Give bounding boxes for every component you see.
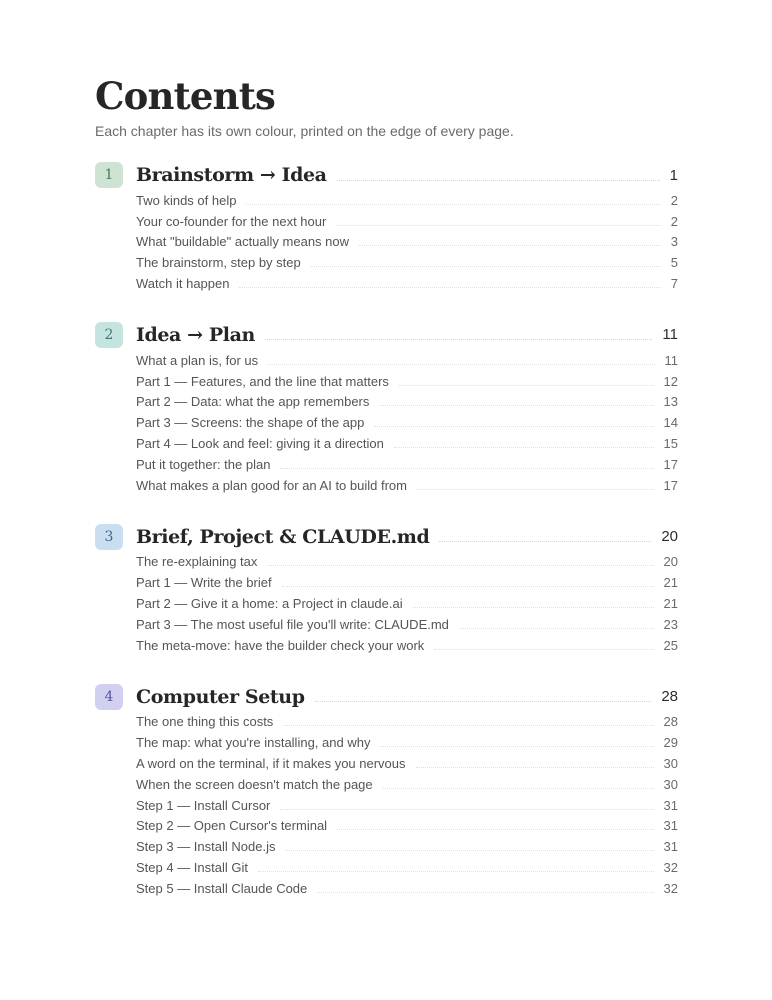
- section-page-number: 3: [670, 234, 678, 250]
- section-entry[interactable]: [136, 454, 678, 475]
- section-entry[interactable]: [136, 857, 678, 878]
- section-entry[interactable]: [136, 552, 678, 573]
- section-list: [136, 552, 678, 656]
- section-title: Part 3 — Screens: the shape of the app: [136, 415, 365, 431]
- dot-leader: [317, 892, 653, 893]
- section-list: [136, 190, 678, 294]
- section-page-number: 32: [663, 880, 678, 896]
- dot-leader: [336, 225, 660, 226]
- chapter-page-number: 20: [661, 528, 678, 546]
- section-entry[interactable]: [136, 878, 678, 899]
- contents-page: [95, 74, 678, 926]
- page-subtitle: Each chapter has its own colour, printed on the edge of every page.: [95, 123, 514, 139]
- dot-leader: [315, 701, 652, 702]
- section-title: What "buildable" actually means now: [136, 234, 350, 250]
- section-title: What a plan is, for us: [136, 352, 259, 368]
- chapter-heading[interactable]: [95, 321, 678, 349]
- dot-leader: [383, 788, 654, 789]
- section-page-number: 25: [663, 637, 678, 653]
- section-title: Step 1 — Install Cursor: [136, 797, 271, 813]
- section-title: Part 1 — Features, and the line that matters: [136, 373, 389, 389]
- chapter-2: [95, 321, 678, 496]
- section-page-number: 7: [670, 276, 678, 292]
- dot-leader: [267, 565, 653, 566]
- chapter-number-badge: 1: [95, 162, 123, 188]
- dot-leader: [265, 339, 652, 340]
- dot-leader: [246, 204, 660, 205]
- section-entry[interactable]: [136, 475, 678, 496]
- chapter-1: [95, 161, 678, 294]
- section-page-number: 31: [663, 797, 678, 813]
- section-title: Your co-founder for the next hour: [136, 213, 327, 229]
- section-page-number: 23: [663, 616, 678, 632]
- section-title: A word on the terminal, if it makes you nervous: [136, 756, 406, 772]
- section-entry[interactable]: [136, 412, 678, 433]
- section-page-number: 2: [670, 192, 678, 208]
- section-page-number: 21: [663, 596, 678, 612]
- section-page-number: 20: [663, 554, 678, 570]
- chapter-heading[interactable]: [95, 523, 678, 551]
- dot-leader: [417, 489, 654, 490]
- chapter-3: [95, 523, 678, 656]
- dot-leader: [282, 586, 654, 587]
- section-page-number: 17: [663, 477, 678, 493]
- section-entry[interactable]: [136, 774, 678, 795]
- chapter-4: [95, 683, 678, 899]
- section-page-number: 31: [663, 818, 678, 834]
- section-page-number: 2: [670, 213, 678, 229]
- section-entry[interactable]: [136, 593, 678, 614]
- section-title: Part 4 — Look and feel: giving it a direction: [136, 436, 384, 452]
- dot-leader: [413, 607, 654, 608]
- section-title: The one thing this costs: [136, 714, 274, 730]
- section-page-number: 12: [663, 373, 678, 389]
- section-page-number: 14: [663, 415, 678, 431]
- chapter-page-number: 11: [662, 326, 678, 344]
- dot-leader: [379, 405, 653, 406]
- chapter-heading[interactable]: [95, 683, 678, 711]
- dot-leader: [434, 649, 653, 650]
- section-entry[interactable]: [136, 572, 678, 593]
- section-title: Part 2 — Data: what the app remembers: [136, 394, 370, 410]
- dot-leader: [439, 541, 651, 542]
- dot-leader: [239, 287, 660, 288]
- section-page-number: 32: [663, 860, 678, 876]
- section-page-number: 30: [663, 776, 678, 792]
- section-page-number: 28: [663, 714, 678, 730]
- dot-leader: [374, 426, 653, 427]
- section-page-number: 21: [663, 575, 678, 591]
- section-title: The re-explaining tax: [136, 554, 258, 570]
- section-entry[interactable]: [136, 371, 678, 392]
- dot-leader: [283, 725, 653, 726]
- section-title: The map: what you're installing, and why: [136, 735, 371, 751]
- section-entry[interactable]: [136, 816, 678, 837]
- dot-leader: [394, 447, 654, 448]
- dot-leader: [359, 245, 661, 246]
- section-title: When the screen doesn't match the page: [136, 776, 373, 792]
- section-page-number: 15: [663, 436, 678, 452]
- section-title: Put it together: the plan: [136, 456, 271, 472]
- section-title: Part 3 — The most useful file you'll write: CLAUDE.md: [136, 616, 449, 632]
- section-page-number: 17: [663, 456, 678, 472]
- section-title: The brainstorm, step by step: [136, 255, 301, 271]
- section-title: Step 4 — Install Git: [136, 860, 248, 876]
- section-title: Watch it happen: [136, 276, 230, 292]
- section-entry[interactable]: [136, 273, 678, 294]
- section-entry[interactable]: [136, 732, 678, 753]
- section-entry[interactable]: [136, 190, 678, 211]
- chapter-number-badge: 2: [95, 322, 123, 348]
- section-title: Step 2 — Open Cursor's terminal: [136, 818, 328, 834]
- chapter-title: Idea → Plan: [136, 323, 255, 346]
- section-entry[interactable]: [136, 392, 678, 413]
- section-entry[interactable]: [136, 635, 678, 656]
- chapter-number-badge: 4: [95, 684, 123, 710]
- section-title: Part 2 — Give it a home: a Project in claude.ai: [136, 596, 403, 612]
- dot-leader: [416, 767, 654, 768]
- section-entry[interactable]: [136, 753, 678, 774]
- dot-leader: [380, 746, 653, 747]
- section-page-number: 13: [663, 394, 678, 410]
- section-entry[interactable]: [136, 433, 678, 454]
- page-title: Contents: [95, 74, 276, 118]
- chapter-page-number: 28: [661, 688, 678, 706]
- section-page-number: 30: [663, 756, 678, 772]
- dot-leader: [258, 871, 654, 872]
- section-title: The meta-move: have the builder check your work: [136, 637, 425, 653]
- dot-leader: [399, 385, 654, 386]
- section-title: Two kinds of help: [136, 192, 237, 208]
- section-title: Step 5 — Install Claude Code: [136, 880, 308, 896]
- dot-leader: [285, 850, 653, 851]
- chapter-title: Computer Setup: [136, 685, 305, 708]
- chapter-heading[interactable]: [95, 161, 678, 189]
- section-entry[interactable]: [136, 836, 678, 857]
- section-page-number: 5: [670, 255, 678, 271]
- dot-leader: [280, 468, 653, 469]
- section-entry[interactable]: [136, 252, 678, 273]
- dot-leader: [268, 364, 654, 365]
- chapter-number-badge: 3: [95, 524, 123, 550]
- section-list: [136, 350, 678, 496]
- dot-leader: [280, 809, 653, 810]
- section-entry[interactable]: [136, 614, 678, 635]
- section-entry[interactable]: [136, 795, 678, 816]
- section-list: [136, 712, 678, 899]
- chapter-title: Brief, Project & CLAUDE.md: [136, 525, 430, 548]
- section-page-number: 11: [664, 352, 678, 368]
- chapter-title: Brainstorm → Idea: [136, 164, 327, 186]
- section-page-number: 31: [663, 839, 678, 855]
- section-page-number: 29: [663, 735, 678, 751]
- section-title: What makes a plan good for an AI to build from: [136, 477, 407, 493]
- section-entry[interactable]: [136, 211, 678, 232]
- section-entry[interactable]: [136, 232, 678, 253]
- dot-leader: [459, 628, 654, 629]
- dot-leader: [337, 180, 660, 181]
- dot-leader: [337, 829, 653, 830]
- section-entry[interactable]: [136, 712, 678, 733]
- section-entry[interactable]: [136, 350, 678, 371]
- section-title: Part 1 — Write the brief: [136, 575, 272, 591]
- chapter-page-number: 1: [669, 166, 678, 184]
- section-title: Step 3 — Install Node.js: [136, 839, 276, 855]
- dot-leader: [311, 266, 661, 267]
- chapter-list: [95, 161, 678, 899]
